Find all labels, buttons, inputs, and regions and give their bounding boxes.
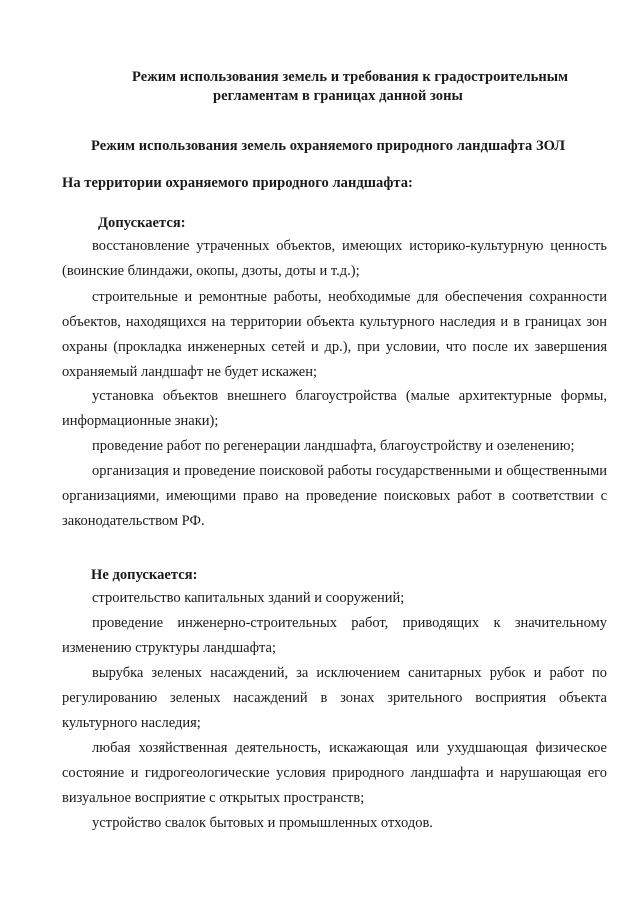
allowed-item: проведение работ по регенерации ландшафта, благоустройству и озеленению; (92, 438, 575, 454)
allowed-heading: Допускается: (98, 215, 186, 231)
allowed-item: установка объектов внешнего благоустройства (малые архитектурные формы, информационные знаки); (62, 388, 607, 429)
title-line-1: Режим использования земель и требования к градостроительным (132, 69, 569, 85)
allowed-item: организация и проведение поисковой работы государственными и общественными организациями, имеющими право на проведение поисковых работ в соответствии с законодательством РФ. (62, 463, 607, 529)
prohibited-item: вырубка зеленых насаждений, за исключением санитарных рубок и работ по регулированию зеленых насаждений в зонах зрительного восприятия объекта культурного наследия; (62, 665, 607, 731)
section-subtitle: Режим использования земель охраняемого природного ландшафта ЗОЛ (91, 138, 566, 154)
territory-heading: На территории охраняемого природного ландшафта: (62, 175, 413, 191)
title-line-2: регламентам в границах данной зоны (213, 88, 463, 104)
prohibited-item: устройство свалок бытовых и промышленных отходов. (92, 815, 433, 831)
prohibited-item: проведение инженерно-строительных работ, приводящих к значительному изменению структуры ландшафта; (62, 615, 607, 656)
prohibited-heading: Не допускается: (91, 567, 198, 583)
allowed-item: восстановление утраченных объектов, имеющих историко-культурную ценность (воинские блиндажи, окопы, дзоты, доты и т.д.); (62, 238, 607, 279)
prohibited-item: строительство капитальных зданий и сооружений; (92, 590, 405, 606)
allowed-item: строительные и ремонтные работы, необходимые для обеспечения сохранности объектов, находящихся на территории объекта культурного наследия и в границах зон охраны (прокладка инженерных сетей и др.), при условии, что после их завершения охраняемый ландшафт не будет искажен; (62, 289, 607, 380)
prohibited-item: любая хозяйственная деятельность, искажающая или ухудшающая физическое состояние и гидрогеологические условия природного ландшафта и нарушающая его визуальное восприятие с открытых пространств; (62, 740, 607, 806)
